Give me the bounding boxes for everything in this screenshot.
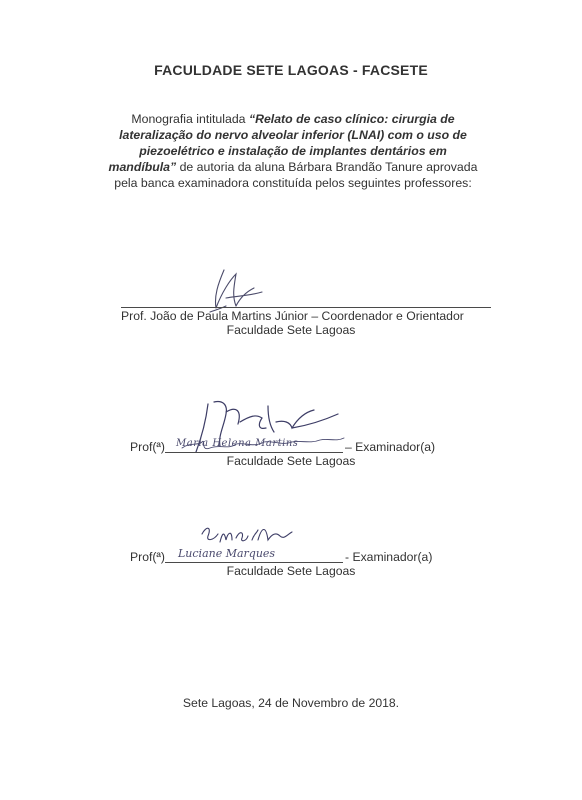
signature-line-3 — [165, 562, 343, 563]
examiner-2-role: – Examinador(a) — [345, 440, 436, 454]
examiner-2-prefix: Prof(ª) — [130, 440, 165, 454]
intro-suffix: de autoria da aluna Bárbara Brandão Tanure aprovada pela banca examinadora constituída pelos seguintes professores: — [114, 160, 478, 190]
examiner-2-handwritten-name: Maria Helena Martins — [176, 438, 299, 449]
page-title: FACULDADE SETE LAGOAS - FACSETE — [154, 62, 428, 78]
intro-paragraph — [108, 111, 478, 191]
monograph-title: “Relato de caso clínico: cirurgia de lateralização do nervo alveolar inferior (LNAI) com o uso de piezoelétrico e instalação de implantes dentários em mandíbula” — [108, 112, 467, 174]
intro-prefix: Monografia intitulada — [131, 112, 249, 126]
signature-line-1 — [121, 307, 491, 308]
examiner-3-role: - Examinador(a) — [345, 550, 433, 564]
document-date: Sete Lagoas, 24 de Novembro de 2018. — [182, 696, 400, 710]
examiner-3-institution: Faculdade Sete Lagoas — [226, 564, 356, 578]
examiner-2-institution: Faculdade Sete Lagoas — [226, 454, 356, 468]
examiner-3-handwritten-name: Luciane Marques — [178, 547, 276, 560]
signature-examiner-3 — [196, 520, 296, 548]
signature-line-2 — [165, 452, 343, 453]
examiner-1-label: Prof. João de Paula Martins Júnior – Coordenador e Orientador — [121, 309, 464, 323]
examiner-1-institution: Faculdade Sete Lagoas — [226, 323, 356, 337]
examiner-3-prefix: Prof(ª) — [130, 550, 165, 564]
